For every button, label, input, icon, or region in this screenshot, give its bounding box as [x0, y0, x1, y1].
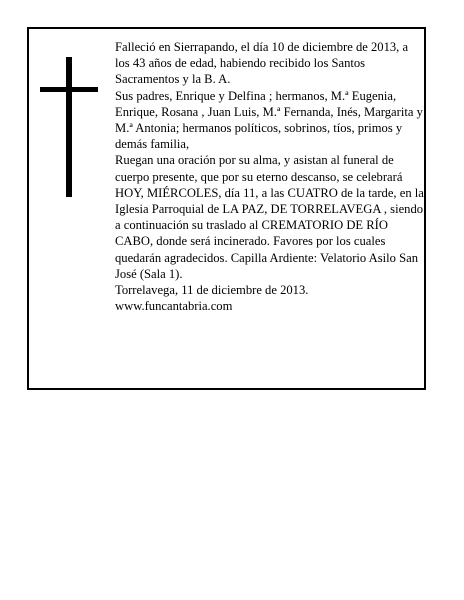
website-line: www.funcantabria.com: [115, 299, 233, 314]
cross-icon: [40, 57, 98, 197]
family-paragraph: Sus padres, Enrique y Delfina ; hermanos, M.ª Eugenia, Enrique, Rosana , Juan Luis, M.ª Fernanda, Inés, Margarita y M.ª Antonia; hermanos políticos, sobrinos, tíos, primos y demás familia,: [115, 88, 423, 152]
place-date-line: Torrelavega, 11 de diciembre de 2013.: [115, 283, 309, 298]
funeral-details-paragraph: Ruegan una oración por su alma, y asistan al funeral de cuerpo presente, que por su eterno descanso, se celebrará HOY, MIÉRCOLES, día 11, a las CUATRO de la tarde, en la Iglesia Parroquial de LA PAZ, DE TORRELAVEGA , siendo a continuación su traslado al CREMATORIO DE RÍO CABO, donde será incinerado. Favores por los cuales quedarán agradecidos. Capilla Ardiente: Velatorio Asilo San José (Sala 1).: [115, 153, 424, 281]
death-announcement-paragraph: Falleció en Sierrapando, el día 10 de diciembre de 2013, a los 43 años de edad, habiendo recibido los Santos Sacramentos y la B. A.: [115, 40, 409, 87]
cross-vertical-bar: [66, 57, 72, 197]
cross-horizontal-bar: [40, 87, 98, 92]
obituary-notice-box: [27, 27, 426, 390]
notice-text: [115, 39, 425, 314]
